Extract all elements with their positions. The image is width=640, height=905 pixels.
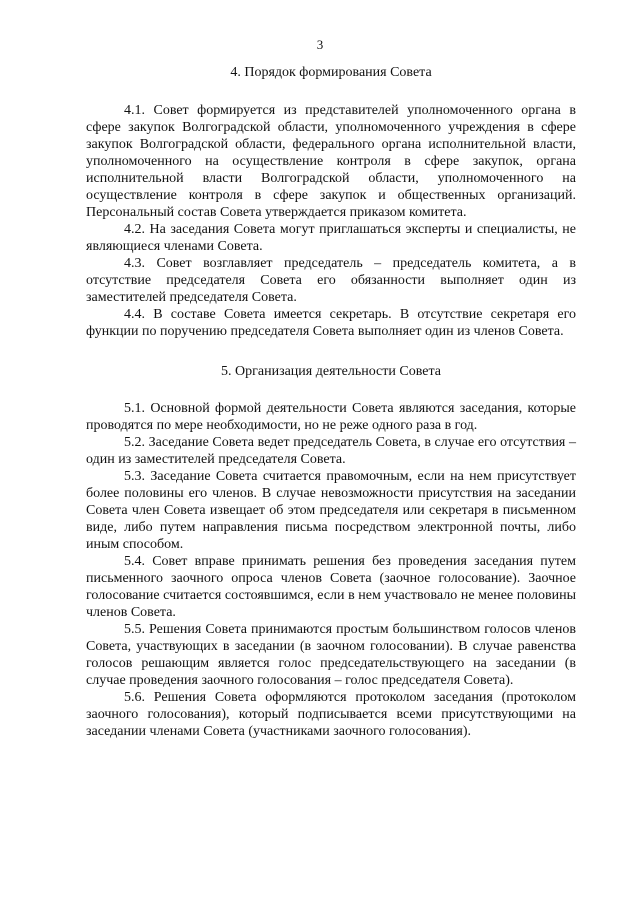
page-number: 3 <box>316 37 324 52</box>
paragraph-4-3: 4.3. Совет возглавляет председатель – председатель комитета, а в отсутствие председателя Совета его обязанности выполняет один из заместителей председателя Совета. <box>86 256 576 305</box>
paragraph-5-4: 5.4. Совет вправе принимать решения без проведения заседания путем письменного заочного опроса членов Совета (заочное голосование). Заочное голосование считается состоявшимся, если в нем участвовало не менее половины членов Совета. <box>86 554 576 620</box>
paragraph-5-2: 5.2. Заседание Совета ведет председатель Совета, в случае его отсутствия – один из заместителей председателя Совета. <box>86 435 576 467</box>
paragraph-4-4: 4.4. В составе Совета имеется секретарь. В отсутствие секретаря его функции по поручению председателя Совета выполняет один из членов Совета. <box>86 307 576 339</box>
section-heading-4: 4. Порядок формирования Совета <box>230 65 432 80</box>
paragraph-4-1: 4.1. Совет формируется из представителей уполномоченного органа в сфере закупок Волгоградской области, уполномоченного учреждения в сфере закупок Волгоградской области, федерального органа исполнительной власти, уполномоченного на осуществление контроля в сфере закупок, органа исполнительной власти Волгоградской области, уполномоченного на осуществление контроля в сфере закупок и общественных организаций. Персональный состав Совета утверждается приказом комитета. <box>86 103 576 220</box>
paragraph-4-2: 4.2. На заседания Совета могут приглашаться эксперты и специалисты, не являющиеся членами Совета. <box>86 222 576 254</box>
document-body <box>86 64 576 740</box>
paragraph-5-3: 5.3. Заседание Совета считается правомочным, если на нем присутствует более половины его членов. В случае невозможности присутствия на заседании Совета член Совета извещает об этом председателя или секретаря в письменном виде, либо путем направления письма посредством электронной почты, либо иным способом. <box>86 469 576 552</box>
section-heading-5: 5. Организация деятельности Совета <box>221 364 441 379</box>
paragraph-5-6: 5.6. Решения Совета оформляются протоколом заседания (протоколом заочного голосования), который подписывается всеми присутствующими на заседании членами Совета (участниками заочного голосования). <box>86 690 576 739</box>
paragraph-5-1: 5.1. Основной формой деятельности Совета являются заседания, которые проводятся по мере необходимости, но не реже одного раза в год. <box>86 401 576 433</box>
paragraph-5-5: 5.5. Решения Совета принимаются простым большинством голосов членов Совета, участвующих в заседании (в заочном голосовании). В случае равенства голосов решающим является голос председательствующего на заседании (в случае проведения заочного голосования – голос председателя Совета). <box>86 622 576 688</box>
